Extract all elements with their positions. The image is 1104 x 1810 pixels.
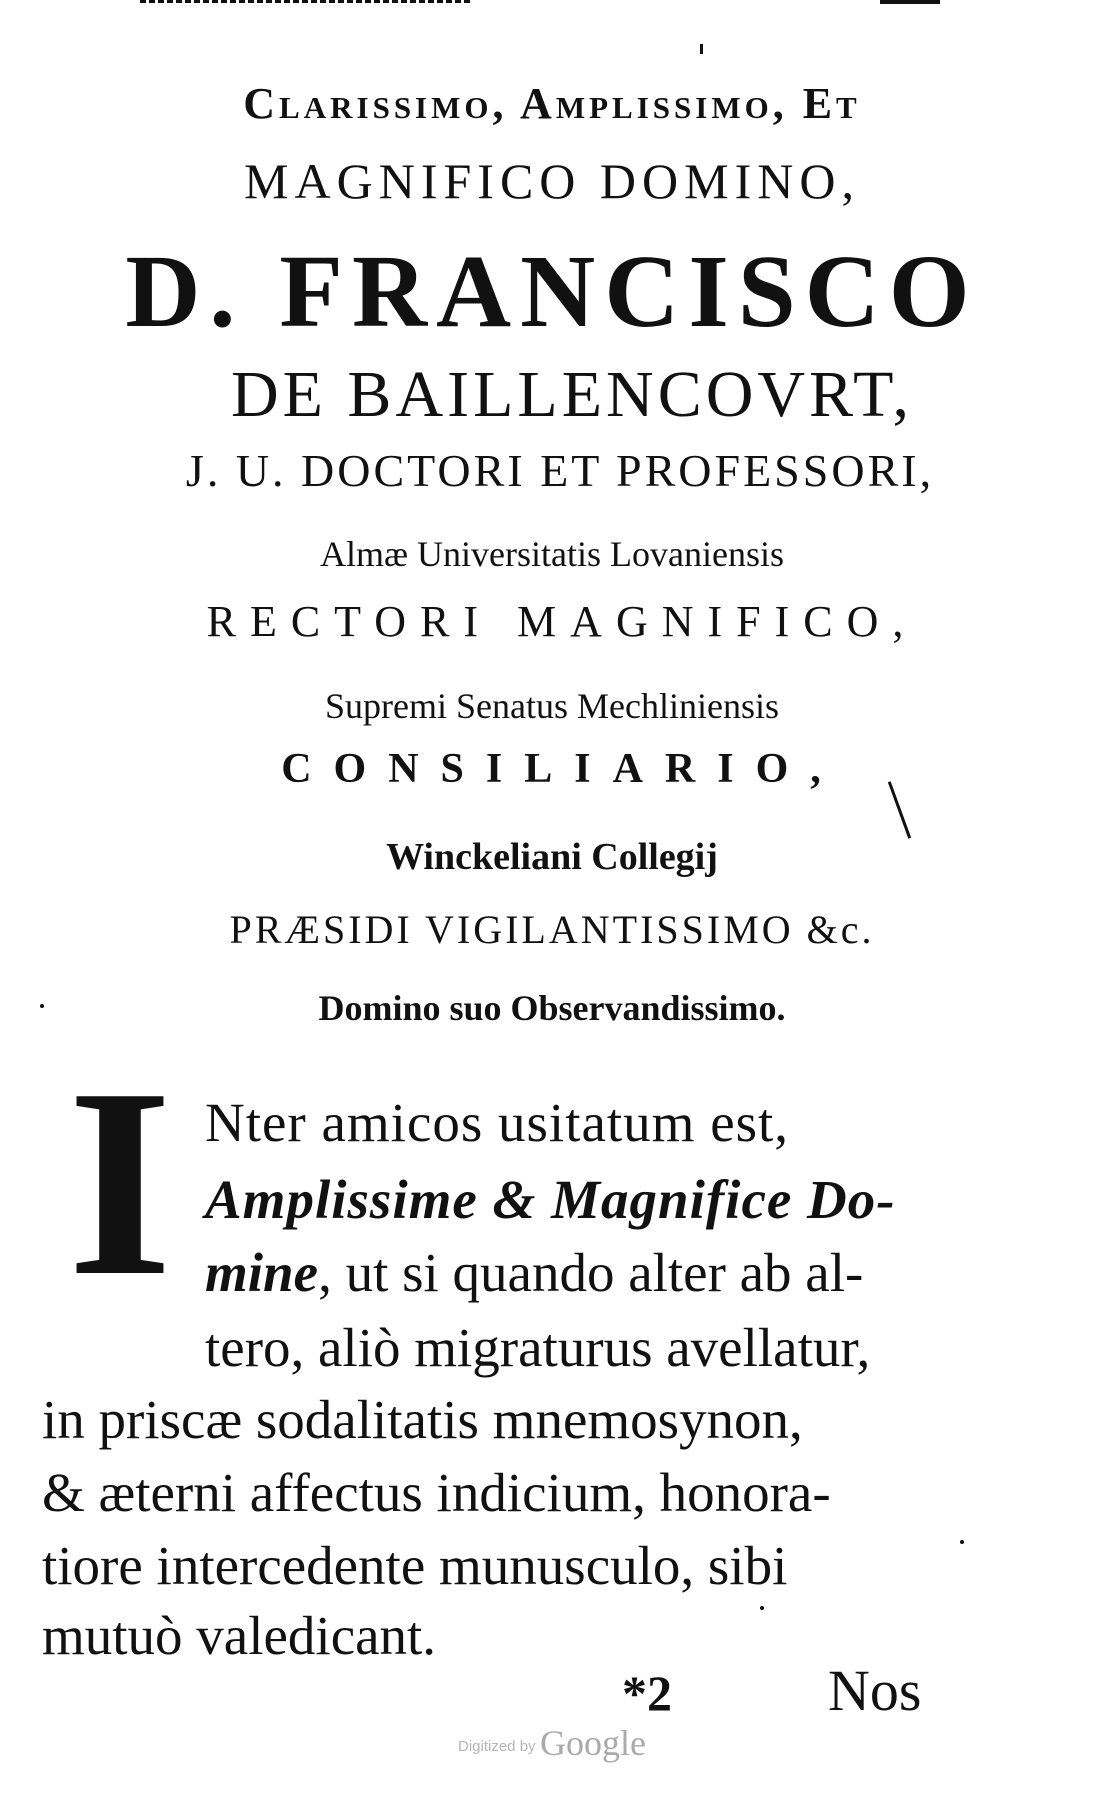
dedication-line-8: Supremi Senatus Mechliniensis xyxy=(325,686,779,726)
dedication-name: D. FRANCISCO xyxy=(125,234,979,349)
ink-speck xyxy=(760,1606,764,1610)
dedication-line-9: CONSILIARIO, xyxy=(281,746,843,792)
dedication-line-10: Winckeliani Collegij xyxy=(386,836,718,878)
dedication-surname: DE BAILLENCOVRT, xyxy=(230,358,914,431)
dedication-line-7: RECTORI MAGNIFICO, xyxy=(206,597,918,646)
drop-cap: I xyxy=(67,1033,173,1332)
dedication-line-11: PRÆSIDI VIGILANTISSIMO &c. xyxy=(229,907,875,952)
body-line-1: Nter amicos usitatum est, xyxy=(205,1092,790,1153)
body-line-4: tero, aliò migraturus avellatur, xyxy=(205,1317,871,1378)
body-line-2: Amplissime & Magnifice Do- xyxy=(205,1169,896,1230)
body-line-8: mutuò valedicant. xyxy=(42,1605,437,1666)
digitized-watermark xyxy=(0,1722,1104,1764)
body-line-3 xyxy=(205,1242,864,1303)
ink-speck xyxy=(40,1004,44,1008)
body-line-7: tiore intercedente munusculo, sibi xyxy=(42,1535,788,1596)
body-line-3-italic: mine xyxy=(205,1242,319,1303)
top-rule xyxy=(140,0,470,3)
dedication-line-6: Almæ Universitatis Lovaniensis xyxy=(320,534,784,574)
body-line-5: in priscæ sodalitatis mnemosynon, xyxy=(42,1389,803,1450)
watermark-brand: Google xyxy=(540,1723,646,1763)
top-rule-right xyxy=(880,0,940,4)
ink-speck xyxy=(960,1540,964,1544)
watermark-prefix: Digitized by xyxy=(458,1738,536,1755)
signature-mark: *2 xyxy=(622,1665,672,1721)
catchword: Nos xyxy=(828,1658,922,1723)
dedication-line-1: Clarissimo, Amplissimo, Et xyxy=(243,79,861,128)
dedication-line-5: J. U. DOCTORI ET PROFESSORI, xyxy=(185,445,935,496)
dedication-line-2: MAGNIFICO DOMINO, xyxy=(244,153,860,209)
body-line-3-rest: , ut si quando alter ab al- xyxy=(318,1242,864,1303)
dedication-line-12: Domino suo Observandissimo. xyxy=(318,988,786,1028)
ink-speck xyxy=(700,44,703,54)
body-line-6: & æterni affectus indicium, honora- xyxy=(42,1462,831,1523)
